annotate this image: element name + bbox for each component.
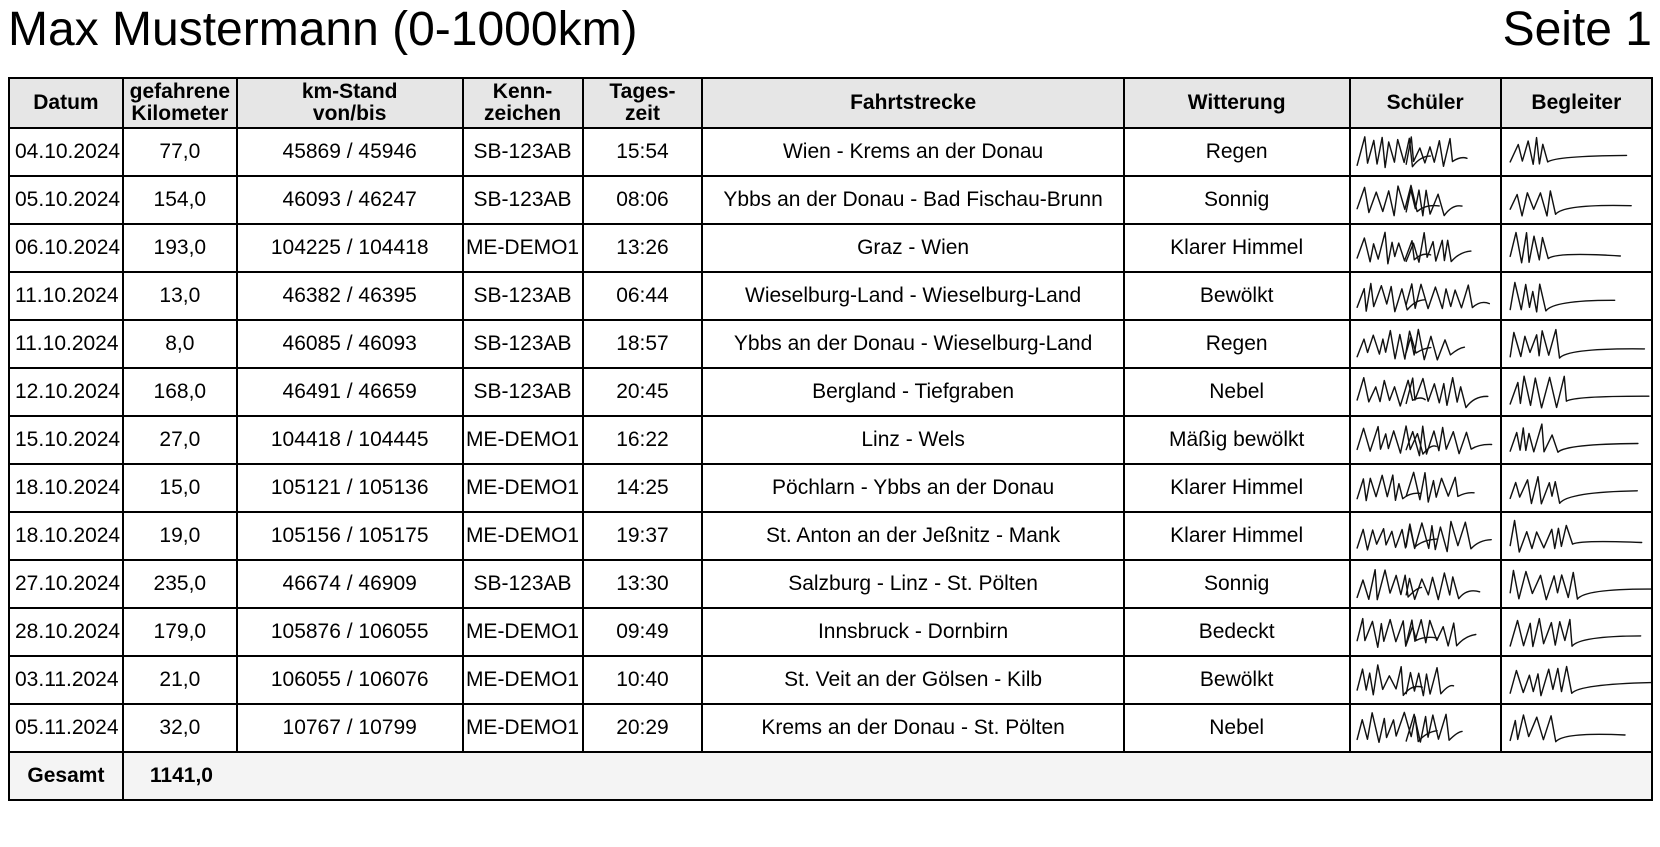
cell-km-stand: 105156 / 105175: [237, 512, 463, 560]
col-header-km-stand: km-Stand von/bis: [237, 78, 463, 128]
cell-tageszeit: 13:26: [583, 224, 703, 272]
cell-fahrtstrecke: Innsbruck - Dornbirn: [702, 608, 1123, 656]
cell-fahrtstrecke: Krems an der Donau - St. Pölten: [702, 704, 1123, 752]
signature-begleiter-image: [1502, 706, 1651, 750]
signature-begleiter-image: [1502, 178, 1651, 222]
cell-witterung: Mäßig bewölkt: [1124, 416, 1350, 464]
signature-schueler: [1350, 320, 1501, 368]
cell-witterung: Bewölkt: [1124, 656, 1350, 704]
page-title: Max Mustermann (0-1000km): [8, 3, 638, 56]
cell-kilometer: 21,0: [123, 656, 237, 704]
signature-begleiter-image: [1502, 610, 1651, 654]
cell-witterung: Klarer Himmel: [1124, 512, 1350, 560]
signature-schueler-image: [1351, 370, 1500, 414]
signature-begleiter: [1501, 272, 1652, 320]
signature-begleiter: [1501, 128, 1652, 176]
signature-begleiter-image: [1502, 466, 1651, 510]
cell-tageszeit: 20:45: [583, 368, 703, 416]
cell-kennzeichen: ME-DEMO1: [463, 464, 583, 512]
cell-fahrtstrecke: Bergland - Tiefgraben: [702, 368, 1123, 416]
cell-km-stand: 46674 / 46909: [237, 560, 463, 608]
cell-km-stand: 46085 / 46093: [237, 320, 463, 368]
cell-km-stand: 46491 / 46659: [237, 368, 463, 416]
signature-begleiter: [1501, 512, 1652, 560]
cell-kilometer: 19,0: [123, 512, 237, 560]
cell-witterung: Regen: [1124, 320, 1350, 368]
signature-begleiter: [1501, 464, 1652, 512]
total-row-filler: [237, 752, 1652, 800]
cell-datum: 06.10.2024: [9, 224, 123, 272]
cell-fahrtstrecke: Wien - Krems an der Donau: [702, 128, 1123, 176]
col-header-kilometer: gefahrene Kilometer: [123, 78, 237, 128]
cell-datum: 18.10.2024: [9, 512, 123, 560]
cell-fahrtstrecke: St. Anton an der Jeßnitz - Mank: [702, 512, 1123, 560]
col-header-witterung: Witterung: [1124, 78, 1350, 128]
cell-fahrtstrecke: St. Veit an der Gölsen - Kilb: [702, 656, 1123, 704]
cell-kilometer: 179,0: [123, 608, 237, 656]
cell-kennzeichen: ME-DEMO1: [463, 656, 583, 704]
table-row: [9, 272, 1652, 320]
cell-kennzeichen: SB-123AB: [463, 368, 583, 416]
cell-fahrtstrecke: Graz - Wien: [702, 224, 1123, 272]
cell-tageszeit: 06:44: [583, 272, 703, 320]
signature-begleiter-image: [1502, 130, 1651, 174]
cell-witterung: Nebel: [1124, 368, 1350, 416]
cell-datum: 28.10.2024: [9, 608, 123, 656]
total-row: [9, 752, 1652, 800]
signature-schueler: [1350, 560, 1501, 608]
cell-km-stand: 104418 / 104445: [237, 416, 463, 464]
cell-kilometer: 32,0: [123, 704, 237, 752]
table-row: [9, 704, 1652, 752]
signature-schueler-image: [1351, 130, 1500, 174]
signature-schueler: [1350, 272, 1501, 320]
cell-witterung: Sonnig: [1124, 560, 1350, 608]
cell-witterung: Klarer Himmel: [1124, 224, 1350, 272]
cell-tageszeit: 20:29: [583, 704, 703, 752]
cell-witterung: Bewölkt: [1124, 272, 1350, 320]
signature-schueler: [1350, 176, 1501, 224]
cell-datum: 05.10.2024: [9, 176, 123, 224]
signature-begleiter: [1501, 368, 1652, 416]
cell-tageszeit: 19:37: [583, 512, 703, 560]
signature-begleiter: [1501, 656, 1652, 704]
signature-begleiter: [1501, 704, 1652, 752]
signature-begleiter-image: [1502, 226, 1651, 270]
total-value: 1141,0: [123, 752, 237, 800]
cell-km-stand: 105121 / 105136: [237, 464, 463, 512]
signature-schueler: [1350, 368, 1501, 416]
table-row: [9, 128, 1652, 176]
cell-km-stand: 45869 / 45946: [237, 128, 463, 176]
cell-kennzeichen: SB-123AB: [463, 272, 583, 320]
signature-schueler: [1350, 416, 1501, 464]
signature-schueler-image: [1351, 706, 1500, 750]
col-header-tageszeit: Tages- zeit: [583, 78, 703, 128]
signature-begleiter: [1501, 608, 1652, 656]
cell-datum: 12.10.2024: [9, 368, 123, 416]
cell-datum: 05.11.2024: [9, 704, 123, 752]
signature-schueler-image: [1351, 658, 1500, 702]
page-number: Seite 1: [1502, 3, 1652, 56]
signature-begleiter-image: [1502, 274, 1651, 318]
signature-begleiter-image: [1502, 418, 1651, 462]
signature-schueler: [1350, 608, 1501, 656]
cell-km-stand: 106055 / 106076: [237, 656, 463, 704]
cell-fahrtstrecke: Salzburg - Linz - St. Pölten: [702, 560, 1123, 608]
col-header-fahrtstrecke: Fahrtstrecke: [702, 78, 1123, 128]
cell-kennzeichen: ME-DEMO1: [463, 416, 583, 464]
col-header-begleiter: Begleiter: [1501, 78, 1652, 128]
signature-schueler: [1350, 464, 1501, 512]
cell-kilometer: 193,0: [123, 224, 237, 272]
cell-kilometer: 8,0: [123, 320, 237, 368]
total-label: Gesamt: [9, 752, 123, 800]
cell-witterung: Klarer Himmel: [1124, 464, 1350, 512]
signature-schueler-image: [1351, 610, 1500, 654]
cell-kennzeichen: ME-DEMO1: [463, 608, 583, 656]
signature-schueler-image: [1351, 418, 1500, 462]
signature-schueler-image: [1351, 562, 1500, 606]
cell-datum: 15.10.2024: [9, 416, 123, 464]
cell-kilometer: 154,0: [123, 176, 237, 224]
cell-kennzeichen: SB-123AB: [463, 128, 583, 176]
cell-datum: 18.10.2024: [9, 464, 123, 512]
signature-schueler-image: [1351, 178, 1500, 222]
cell-kilometer: 13,0: [123, 272, 237, 320]
table-row: [9, 320, 1652, 368]
cell-witterung: Bedeckt: [1124, 608, 1350, 656]
cell-tageszeit: 08:06: [583, 176, 703, 224]
cell-kilometer: 168,0: [123, 368, 237, 416]
cell-kilometer: 77,0: [123, 128, 237, 176]
cell-fahrtstrecke: Linz - Wels: [702, 416, 1123, 464]
col-header-schueler: Schüler: [1350, 78, 1501, 128]
cell-witterung: Sonnig: [1124, 176, 1350, 224]
signature-begleiter: [1501, 320, 1652, 368]
signature-schueler: [1350, 512, 1501, 560]
cell-kennzeichen: ME-DEMO1: [463, 704, 583, 752]
cell-fahrtstrecke: Ybbs an der Donau - Wieselburg-Land: [702, 320, 1123, 368]
cell-km-stand: 105876 / 106055: [237, 608, 463, 656]
cell-datum: 04.10.2024: [9, 128, 123, 176]
signature-schueler-image: [1351, 514, 1500, 558]
signature-begleiter: [1501, 224, 1652, 272]
signature-begleiter-image: [1502, 514, 1651, 558]
signature-schueler: [1350, 704, 1501, 752]
table-row: [9, 656, 1652, 704]
cell-kennzeichen: ME-DEMO1: [463, 512, 583, 560]
col-header-kennzeichen: Kenn- zeichen: [463, 78, 583, 128]
signature-schueler: [1350, 128, 1501, 176]
cell-kilometer: 235,0: [123, 560, 237, 608]
signature-schueler-image: [1351, 274, 1500, 318]
cell-datum: 27.10.2024: [9, 560, 123, 608]
signature-begleiter-image: [1502, 322, 1651, 366]
cell-fahrtstrecke: Pöchlarn - Ybbs an der Donau: [702, 464, 1123, 512]
cell-fahrtstrecke: Wieselburg-Land - Wieselburg-Land: [702, 272, 1123, 320]
signature-schueler-image: [1351, 322, 1500, 366]
cell-kilometer: 15,0: [123, 464, 237, 512]
signature-begleiter-image: [1502, 658, 1651, 702]
table-row: [9, 560, 1652, 608]
cell-tageszeit: 14:25: [583, 464, 703, 512]
table-row: [9, 224, 1652, 272]
cell-kennzeichen: SB-123AB: [463, 176, 583, 224]
cell-tageszeit: 18:57: [583, 320, 703, 368]
page-header: [8, 0, 1652, 68]
table-row: [9, 176, 1652, 224]
signature-begleiter: [1501, 560, 1652, 608]
cell-fahrtstrecke: Ybbs an der Donau - Bad Fischau-Brunn: [702, 176, 1123, 224]
cell-datum: 11.10.2024: [9, 272, 123, 320]
cell-tageszeit: 16:22: [583, 416, 703, 464]
cell-km-stand: 46382 / 46395: [237, 272, 463, 320]
table-row: [9, 512, 1652, 560]
cell-tageszeit: 15:54: [583, 128, 703, 176]
cell-km-stand: 46093 / 46247: [237, 176, 463, 224]
signature-begleiter: [1501, 416, 1652, 464]
cell-tageszeit: 09:49: [583, 608, 703, 656]
signature-schueler-image: [1351, 226, 1500, 270]
signature-schueler-image: [1351, 466, 1500, 510]
signature-schueler: [1350, 656, 1501, 704]
cell-tageszeit: 10:40: [583, 656, 703, 704]
table-row: [9, 368, 1652, 416]
table-row: [9, 416, 1652, 464]
cell-kennzeichen: SB-123AB: [463, 320, 583, 368]
cell-datum: 03.11.2024: [9, 656, 123, 704]
signature-schueler: [1350, 224, 1501, 272]
cell-witterung: Regen: [1124, 128, 1350, 176]
signature-begleiter: [1501, 176, 1652, 224]
signature-begleiter-image: [1502, 562, 1651, 606]
cell-tageszeit: 13:30: [583, 560, 703, 608]
table-row: [9, 464, 1652, 512]
cell-kennzeichen: ME-DEMO1: [463, 224, 583, 272]
table-row: [9, 608, 1652, 656]
cell-km-stand: 104225 / 104418: [237, 224, 463, 272]
col-header-datum: Datum: [9, 78, 123, 128]
driving-log-table: [8, 77, 1653, 801]
cell-witterung: Nebel: [1124, 704, 1350, 752]
table-header-row: [9, 78, 1652, 128]
cell-kennzeichen: SB-123AB: [463, 560, 583, 608]
cell-datum: 11.10.2024: [9, 320, 123, 368]
signature-begleiter-image: [1502, 370, 1651, 414]
cell-kilometer: 27,0: [123, 416, 237, 464]
cell-km-stand: 10767 / 10799: [237, 704, 463, 752]
